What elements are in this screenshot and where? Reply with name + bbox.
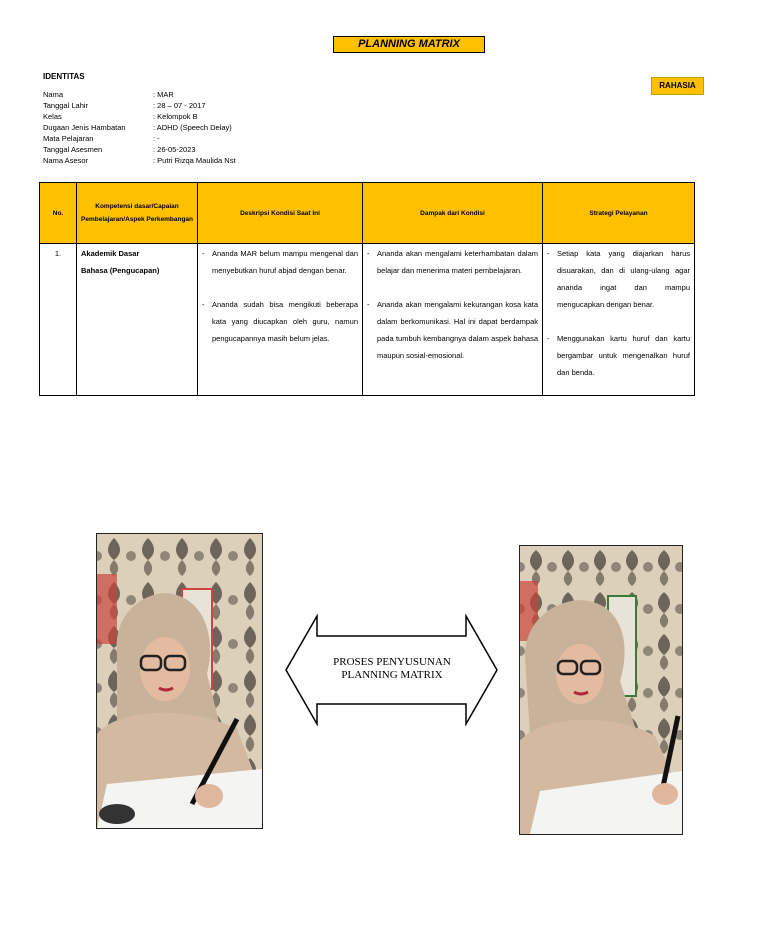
identity-row-hambatan	[43, 122, 236, 133]
identity-label: Tanggal Lahir	[43, 101, 89, 110]
bullet-text: Ananda akan mengalami keterhambatan dalam belajar dan menerima materi pembelajaran.	[377, 249, 538, 275]
list-item	[547, 245, 690, 313]
identity-row-tanggal-asesmen	[43, 144, 236, 155]
table-row	[40, 244, 695, 396]
planning-matrix-table	[39, 182, 695, 396]
table-header-row	[40, 183, 695, 244]
bullet-dash: -	[547, 249, 550, 258]
identity-label: Nama Asesor	[43, 156, 89, 165]
photo-assessor-writing-left	[96, 533, 263, 829]
identity-list	[43, 89, 236, 166]
cell-strategi	[543, 244, 695, 396]
header-strategi: Strategi Pelayanan	[543, 183, 695, 244]
bullet-dash: -	[547, 334, 550, 343]
header-no: No.	[40, 183, 77, 244]
list-item	[202, 296, 358, 347]
cell-kompetensi	[77, 244, 198, 396]
identity-value: : Putri Rizqa Maulida Nst	[153, 156, 236, 165]
list-item	[367, 245, 538, 279]
identity-value: : 28 – 07 - 2017	[153, 101, 206, 110]
header-kompetensi: Kompetensi dasar/Capaian Pembelajaran/Aspek Perkembangan	[77, 183, 198, 244]
identity-label: Dugaan Jenis Hambatan	[43, 123, 126, 132]
cell-dampak	[363, 244, 543, 396]
list-item	[202, 245, 358, 279]
cell-no: 1.	[40, 244, 77, 396]
kompetensi-line: Akademik Dasar	[81, 249, 140, 258]
identity-value: : -	[153, 134, 160, 143]
identity-value: : ADHD (Speech Delay)	[153, 123, 232, 132]
list-item	[367, 296, 538, 364]
process-label	[318, 656, 466, 682]
confidential-badge: RAHASIA	[651, 77, 704, 95]
photo-illustration	[97, 534, 262, 828]
kompetensi-line: Bahasa (Pengucapan)	[81, 266, 160, 275]
photo-illustration	[520, 546, 682, 834]
identity-row-asesor	[43, 155, 236, 166]
bullet-text: Ananda MAR belum mampu mengenal dan menyebutkan huruf abjad dengan benar.	[212, 249, 358, 275]
header-dampak: Dampak dari Kondisi	[363, 183, 543, 244]
bullet-dash: -	[367, 249, 370, 258]
process-label-line: PROSES PENYUSUNAN	[333, 656, 451, 668]
bullet-dash: -	[202, 249, 205, 258]
identity-label: Nama	[43, 90, 64, 99]
identity-row-nama	[43, 89, 236, 100]
identity-heading: IDENTITAS	[43, 72, 85, 81]
identity-label: Tanggal Asesmen	[43, 145, 103, 154]
identity-value: : Kelompok B	[153, 112, 198, 121]
cell-deskripsi	[198, 244, 363, 396]
bullet-text: Setiap kata yang diajarkan harus disuarakan, dan di ulang-ulang agar ananda ingat dan mampu mengucapkan dengan benar.	[557, 249, 690, 309]
header-deskripsi: Deskripsi Kondisi Saat Ini	[198, 183, 363, 244]
identity-value: : MAR	[153, 90, 174, 99]
list-item	[547, 330, 690, 381]
identity-label: Kelas	[43, 112, 62, 121]
bullet-text: Ananda sudah bisa mengikuti beberapa kata yang diucapkan oleh guru, namun pengucapannya masih belum jelas.	[212, 300, 358, 343]
identity-row-mata-pelajaran	[43, 133, 236, 144]
process-label-line: PLANNING MATRIX	[341, 669, 443, 681]
bullet-text: Menggunakan kartu huruf dan kartu bergambar untuk mengenalkan huruf dan benda.	[557, 334, 690, 377]
photo-assessor-writing-right	[519, 545, 683, 835]
bullet-dash: -	[202, 300, 205, 309]
identity-value: : 26-05-2023	[153, 145, 196, 154]
identity-row-tanggal-lahir	[43, 100, 236, 111]
identity-label: Mata Pelajaran	[43, 134, 94, 143]
document-title: PLANNING MATRIX	[333, 36, 485, 53]
identity-row-kelas	[43, 111, 236, 122]
bullet-dash: -	[367, 300, 370, 309]
bullet-text: Ananda akan mengalami kekurangan kosa kata dalam berkomunikasi. Hal ini dapat berdampak pada tumbuh kembangnya dalam aspek bahasa maupun sosial-emosional.	[377, 300, 538, 360]
